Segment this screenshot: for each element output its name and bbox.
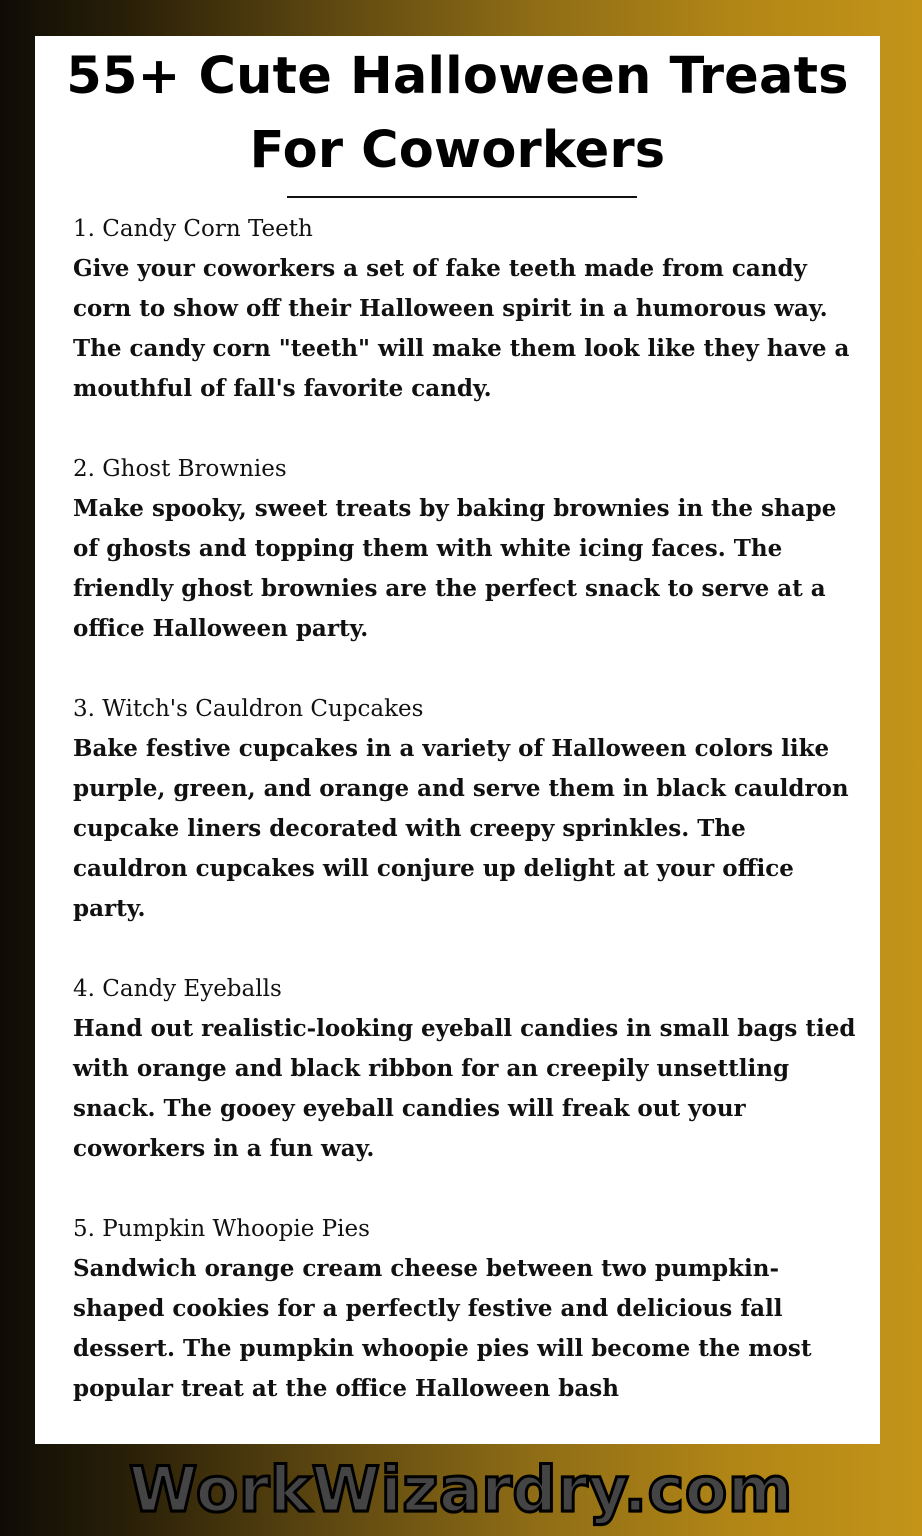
page-title-line-1: 55+ Cute Halloween Treats [66, 47, 849, 106]
treat-item-witchs-cauldron-cupcakes [73, 689, 863, 929]
treat-description: Sandwich orange cream cheese between two pumpkin-shaped cookies for a perfectly festive and delicious fall dessert. The pumpkin whoopie pies will become the most popular treat at the office Halloween bash [73, 1255, 812, 1402]
treat-title: 4. Candy Eyeballs [73, 976, 282, 1002]
treat-description: Make spooky, sweet treats by baking brownies in the shape of ghosts and topping them with white icing faces. The friendly ghost brownies are the perfect snack to serve at a office Halloween party. [73, 495, 837, 642]
treat-item-candy-eyeballs [73, 969, 863, 1169]
treat-list [73, 209, 863, 1449]
treat-description: Hand out realistic-looking eyeball candies in small bags tied with orange and black ribbon for an creepily unsettling snack. The gooey eyeball candies will freak out your coworkers in a fun way. [73, 1015, 856, 1162]
website-watermark: WorkWizardry.com [129, 1453, 793, 1526]
treat-description: Give your coworkers a set of fake teeth made from candy corn to show off their Halloween spirit in a humorous way. The candy corn "teeth" will make them look like they have a mouthful of fall's favorite candy. [73, 255, 850, 402]
page-title-line-2: For Coworkers [249, 121, 666, 180]
treat-item-pumpkin-whoopie-pies [73, 1209, 863, 1409]
treat-description: Bake festive cupcakes in a variety of Halloween colors like purple, green, and orange and serve them in black cauldron cupcake liners decorated with creepy sprinkles. The cauldron cupcakes will conjure up delight at your office party. [73, 735, 849, 922]
treat-title: 2. Ghost Brownies [73, 456, 287, 482]
treat-title: 1. Candy Corn Teeth [73, 216, 313, 242]
treat-title: 3. Witch's Cauldron Cupcakes [73, 696, 424, 722]
treat-item-ghost-brownies [73, 449, 863, 649]
treat-item-candy-corn-teeth [73, 209, 863, 409]
title-divider [287, 196, 637, 198]
page-title [35, 40, 880, 188]
treat-title: 5. Pumpkin Whoopie Pies [73, 1216, 370, 1242]
article-card [35, 36, 880, 1444]
